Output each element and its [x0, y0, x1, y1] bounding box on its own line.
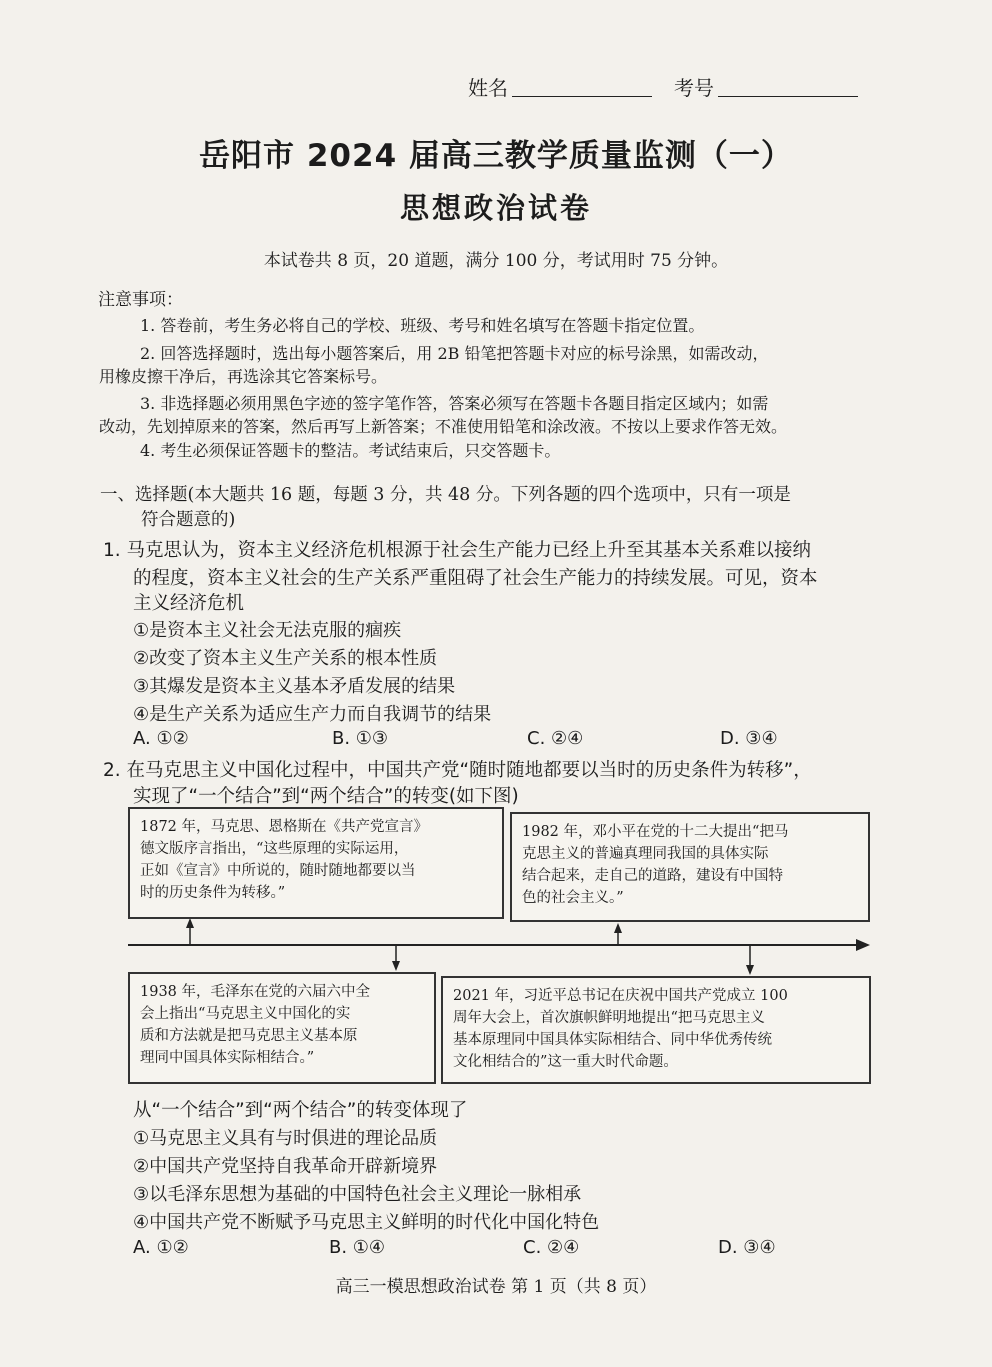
arrow-down-icon	[746, 965, 754, 975]
timeline-box-1938	[128, 972, 436, 1084]
box-line: 文化相结合的”这一重大时代命题。	[453, 1054, 678, 1070]
section-heading: 一、选择题(本大题共 16 题，每题 3 分，共 48 分。下列各题的四个选项中，只有一项是	[100, 485, 791, 505]
section-heading-cont: 符合题意的)	[141, 510, 236, 530]
question-1-option: ③其爆发是资本主义基本矛盾发展的结果	[133, 676, 456, 697]
arrow-up-icon	[186, 918, 194, 928]
note-line: 4. 考生必须保证答题卡的整洁。考试结束后，只交答题卡。	[140, 441, 561, 460]
notes-title: 注意事项：	[98, 290, 183, 310]
note-line: 改动，先划掉原来的答案，然后再写上新答案；不准使用铅笔和涂改液。不按以上要求作答无效。	[99, 417, 788, 436]
question-1-stem: 的程度，资本主义社会的生产关系严重阻碍了社会生产能力的持续发展。可见，资本	[133, 568, 818, 589]
box-line: 理同中国具体实际相结合。”	[140, 1050, 315, 1066]
box-line: 1982 年，邓小平在党的十二大提出“把马	[522, 824, 789, 840]
note-line: 2. 回答选择题时，选出每小题答案后，用 2B 铅笔把答题卡对应的标号涂黑，如需改动，	[140, 344, 769, 363]
timeline-box-1872	[128, 807, 504, 919]
question-1-option: ②改变了资本主义生产关系的根本性质	[133, 648, 438, 669]
timeline-box-1982	[510, 812, 870, 922]
question-1-choice-b: B. ①③	[332, 728, 389, 749]
question-2-prompt: 从“一个结合”到“两个结合”的转变体现了	[133, 1100, 468, 1121]
box-line: 德文版序言指出，“这些原理的实际运用，	[140, 841, 409, 857]
box-line: 正如《宣言》中所说的，随时随地都要以当	[140, 863, 416, 879]
box-line: 结合起来，走自己的道路，建设有中国特	[522, 868, 783, 884]
question-1-option: ①是资本主义社会无法克服的痼疾	[133, 620, 402, 641]
arrow-down-icon	[392, 961, 400, 971]
subject-title: 思想政治试卷	[399, 191, 592, 225]
box-line: 1872 年，马克思、恩格斯在《共产党宣言》	[140, 819, 429, 835]
question-2-option: ②中国共产党坚持自我革命开辟新境界	[133, 1156, 438, 1177]
exam-title: 岳阳市 2024 届高三教学质量监测（一）	[199, 138, 793, 174]
question-1-option: ④是生产关系为适应生产力而自我调节的结果	[133, 704, 492, 725]
box-line: 周年大会上，首次旗帜鲜明地提出“把马克思主义	[453, 1010, 765, 1026]
question-2-option: ①马克思主义具有与时俱进的理论品质	[133, 1128, 438, 1149]
note-line: 3. 非选择题必须用黑色字迹的签字笔作答，答案必须写在答题卡各题目指定区域内；如需	[140, 394, 769, 413]
question-2-stem: 实现了“一个结合”到“两个结合”的转变(如下图)	[133, 786, 519, 807]
question-2-option: ④中国共产党不断赋予马克思主义鲜明的时代化中国化特色	[133, 1212, 600, 1233]
box-line: 质和方法就是把马克思主义基本原	[140, 1028, 358, 1044]
timeline-arrowhead	[856, 939, 870, 951]
question-1-stem: 1. 马克思认为，资本主义经济危机根源于社会生产能力已经上升至其基本关系难以接纳	[103, 540, 812, 561]
question-2-choice-d: D. ③④	[718, 1237, 776, 1258]
question-1-stem: 主义经济危机	[133, 593, 245, 614]
box-line: 1938 年，毛泽东在党的六届六中全	[140, 984, 371, 1000]
timeline-box-2021	[441, 976, 871, 1084]
arrow-up-icon	[614, 923, 622, 933]
question-1-choice-c: C. ②④	[527, 728, 584, 749]
question-1-choice-a: A. ①②	[133, 728, 189, 749]
box-line: 2021 年，习近平总书记在庆祝中国共产党成立 100	[453, 988, 788, 1004]
question-2-choice-b: B. ①④	[329, 1237, 386, 1258]
box-line: 会上指出“马克思主义中国化的实	[140, 1006, 351, 1022]
page-footer: 高三一模思想政治试卷 第 1 页（共 8 页）	[335, 1277, 657, 1297]
question-2-choice-a: A. ①②	[133, 1237, 189, 1258]
question-2-choice-c: C. ②④	[523, 1237, 580, 1258]
question-2-option: ③以毛泽东思想为基础的中国特色社会主义理论一脉相承	[133, 1184, 582, 1205]
note-line: 1. 答卷前，考生务必将自己的学校、班级、考号和姓名填写在答题卡指定位置。	[140, 316, 705, 335]
question-1-choice-d: D. ③④	[720, 728, 778, 749]
box-line: 克思主义的普遍真理同我国的具体实际	[522, 846, 769, 862]
box-line: 基本原理同中国具体实际相结合、同中华优秀传统	[453, 1032, 772, 1048]
exam-info: 本试卷共 8 页，20 道题，满分 100 分，考试用时 75 分钟。	[263, 251, 729, 271]
question-2-stem: 2. 在马克思主义中国化过程中，中国共产党“随时随地都要以当时的历史条件为转移”，	[103, 760, 812, 781]
note-line: 用橡皮擦干净后，再选涂其它答案标号。	[99, 367, 388, 386]
box-line: 时的历史条件为转移。”	[140, 885, 286, 901]
id-label: 考号	[674, 76, 714, 100]
box-line: 色的社会主义。”	[522, 890, 624, 906]
name-label: 姓名	[468, 76, 508, 100]
